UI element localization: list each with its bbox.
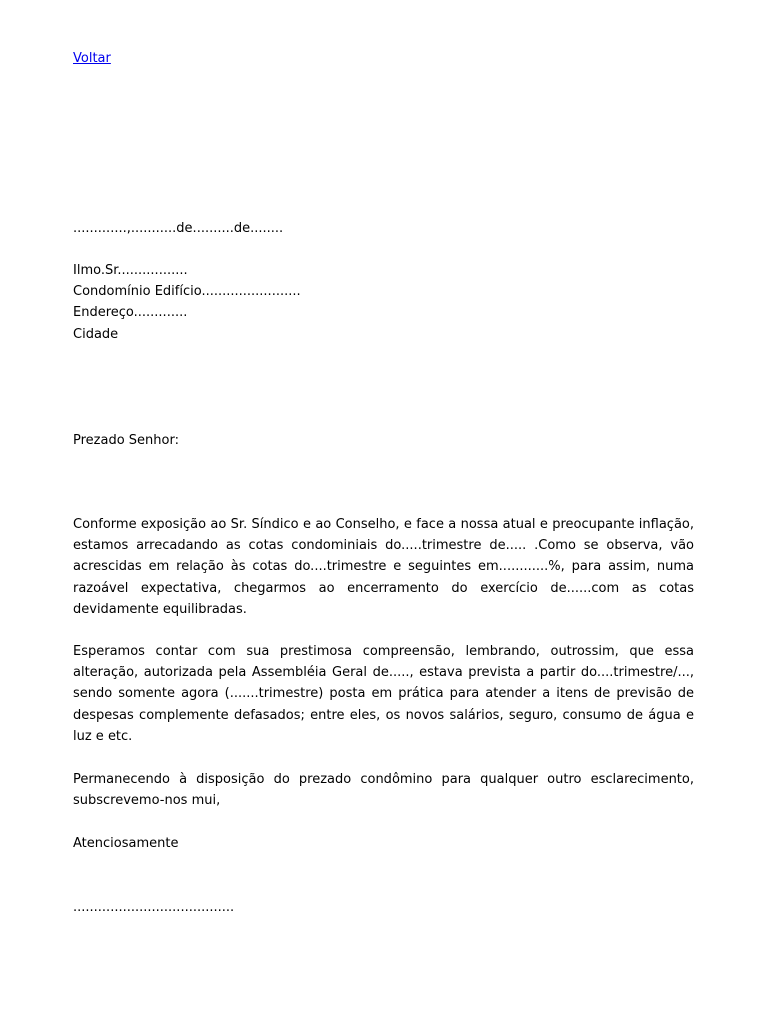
recipient-city: Cidade — [73, 327, 119, 342]
recipient-title: Ilmo.Sr................. — [73, 263, 188, 278]
recipient-address: Endereço............. — [73, 305, 188, 320]
back-link[interactable]: Voltar — [73, 51, 111, 66]
closing: Atenciosamente — [73, 836, 179, 851]
recipient-building: Condomínio Edifício........................ — [73, 284, 301, 299]
body-paragraph-3: Permanecendo à disposição do prezado condômino para qualquer outro esclarecimento, subscrevemo-nos mui, — [73, 772, 694, 809]
back-link-container — [73, 48, 111, 69]
signature-line: ....................................... — [73, 900, 235, 915]
body-paragraph-2: Esperamos contar com sua prestimosa compreensão, lembrando, outrossim, que essa alteração, autorizada pela Assembléia Geral de....., estava prevista a partir do....trimestre/..., sendo somente agora (.......trimestre) posta em prática para atender a itens de previsão de despesas complemente defasados; entre eles, os novos salários, seguro, consumo de água e luz e etc. — [73, 644, 694, 744]
salutation: Prezado Senhor: — [73, 433, 179, 448]
body-paragraph-1: Conforme exposição ao Sr. Síndico e ao Conselho, e face a nossa atual e preocupante inflação, estamos arrecadando as cotas condominiais do.....trimestre de..... .Como se observa, vão acrescidas em relação às cotas do....trimestre e seguintes em............%, para assim, numa razoável expectativa, chegarmos ao encerramento do exercício de......com as cotas devidamente equilibradas. — [73, 517, 694, 617]
date-line: .............,...........de..........de........ — [73, 221, 284, 236]
